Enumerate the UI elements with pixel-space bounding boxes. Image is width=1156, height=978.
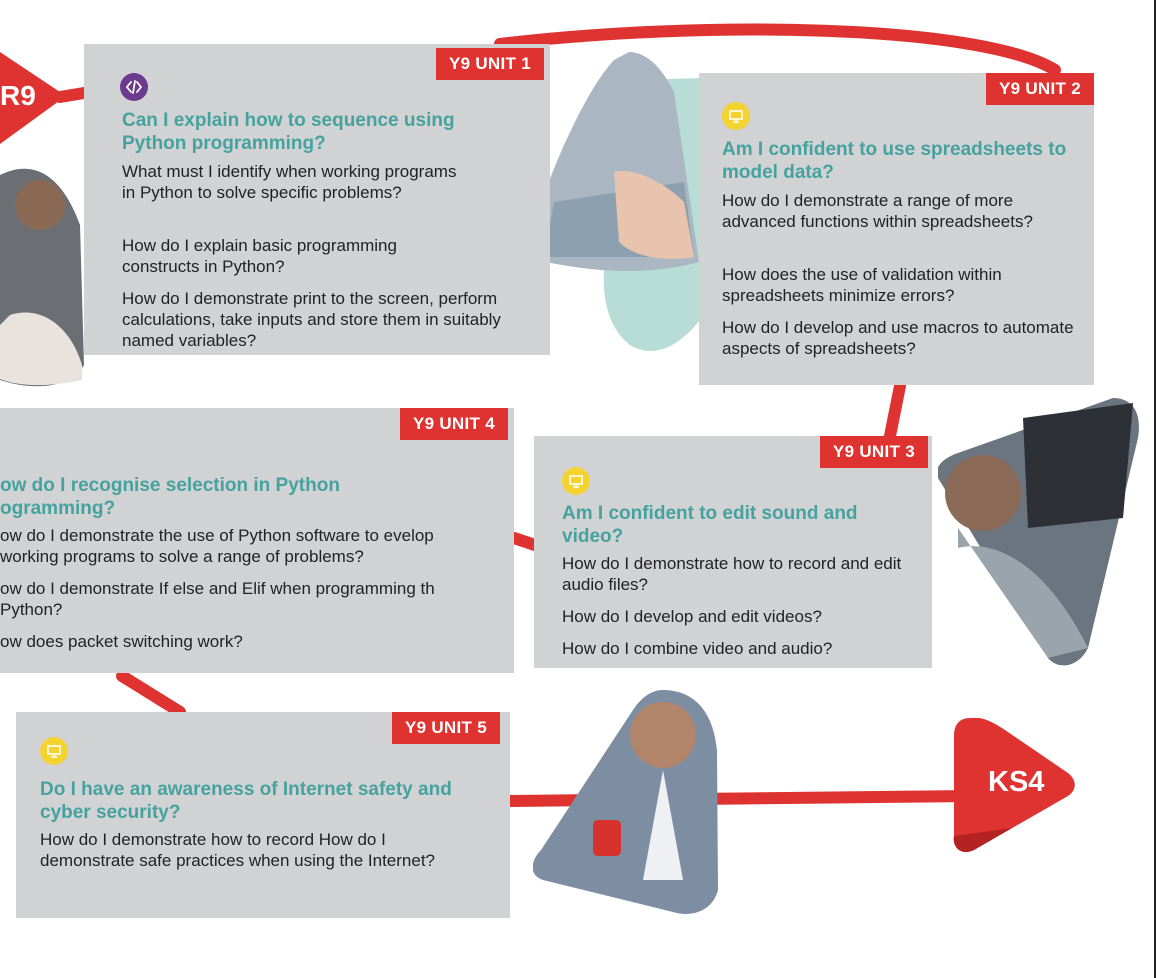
unit-card-5 bbox=[16, 712, 510, 918]
photo-student-computer bbox=[938, 398, 1140, 666]
photo-student-writing bbox=[0, 165, 84, 390]
sub-question: How do I develop and edit videos? bbox=[562, 607, 822, 626]
photo-touchscreen bbox=[524, 52, 702, 272]
sub-question: How do I develop and use macros to automate aspects of spreadsheets? bbox=[722, 318, 1074, 358]
sub-question: How do I demonstrate a range of more advanced functions within spreadsheets? bbox=[722, 191, 1033, 231]
unit-tag: Y9 UNIT 2 bbox=[986, 73, 1094, 105]
unit-question: ow do I recognise selection in Python ogramming? bbox=[0, 475, 340, 519]
unit-question: Can I explain how to sequence using Python programming? bbox=[122, 110, 455, 154]
unit-question: Am I confident to edit sound and video? bbox=[562, 503, 858, 547]
unit-card-3 bbox=[534, 436, 932, 668]
sub-question: How do I combine video and audio? bbox=[562, 639, 833, 658]
sub-question: How do I explain basic programming constructs in Python? bbox=[122, 236, 397, 276]
end-badge-label: KS4 bbox=[988, 766, 1045, 798]
unit-tag: Y9 UNIT 4 bbox=[400, 408, 508, 440]
computer-icon bbox=[562, 467, 590, 495]
computer-icon bbox=[40, 737, 68, 765]
unit-tag: Y9 UNIT 3 bbox=[820, 436, 928, 468]
unit-card-4 bbox=[0, 408, 514, 673]
sub-question: What must I identify when working programs in Python to solve specific problems? bbox=[122, 162, 457, 202]
sub-question: How do I demonstrate how to record How do I demonstrate safe practices when using the Internet? bbox=[40, 830, 436, 870]
unit-tag: Y9 UNIT 1 bbox=[436, 48, 544, 80]
unit-tag: Y9 UNIT 5 bbox=[392, 712, 500, 744]
computer-icon bbox=[722, 102, 750, 130]
code-icon bbox=[120, 73, 148, 101]
sub-question: How do I demonstrate how to record and edit audio files? bbox=[562, 554, 902, 594]
sub-question: ow do I demonstrate If else and Elif when programming th Python? bbox=[0, 579, 435, 619]
start-badge-label: R9 bbox=[0, 80, 36, 111]
photo-student-phone bbox=[533, 690, 719, 916]
sub-question: ow does packet switching work? bbox=[0, 632, 243, 651]
unit-question: Do I have an awareness of Internet safety and cyber security? bbox=[40, 779, 452, 823]
sub-question: How do I demonstrate print to the screen, perform calculations, take inputs and store them in suitably named variables? bbox=[122, 289, 501, 350]
sub-question: How does the use of validation within spreadsheets minimize errors? bbox=[722, 265, 1002, 305]
unit-question: Am I confident to use spreadsheets to model data? bbox=[722, 139, 1067, 183]
unit-card-2 bbox=[699, 73, 1094, 385]
sub-question: ow do I demonstrate the use of Python software to evelop working programs to solve a range of problems? bbox=[0, 526, 434, 566]
unit-card-1 bbox=[84, 44, 550, 355]
